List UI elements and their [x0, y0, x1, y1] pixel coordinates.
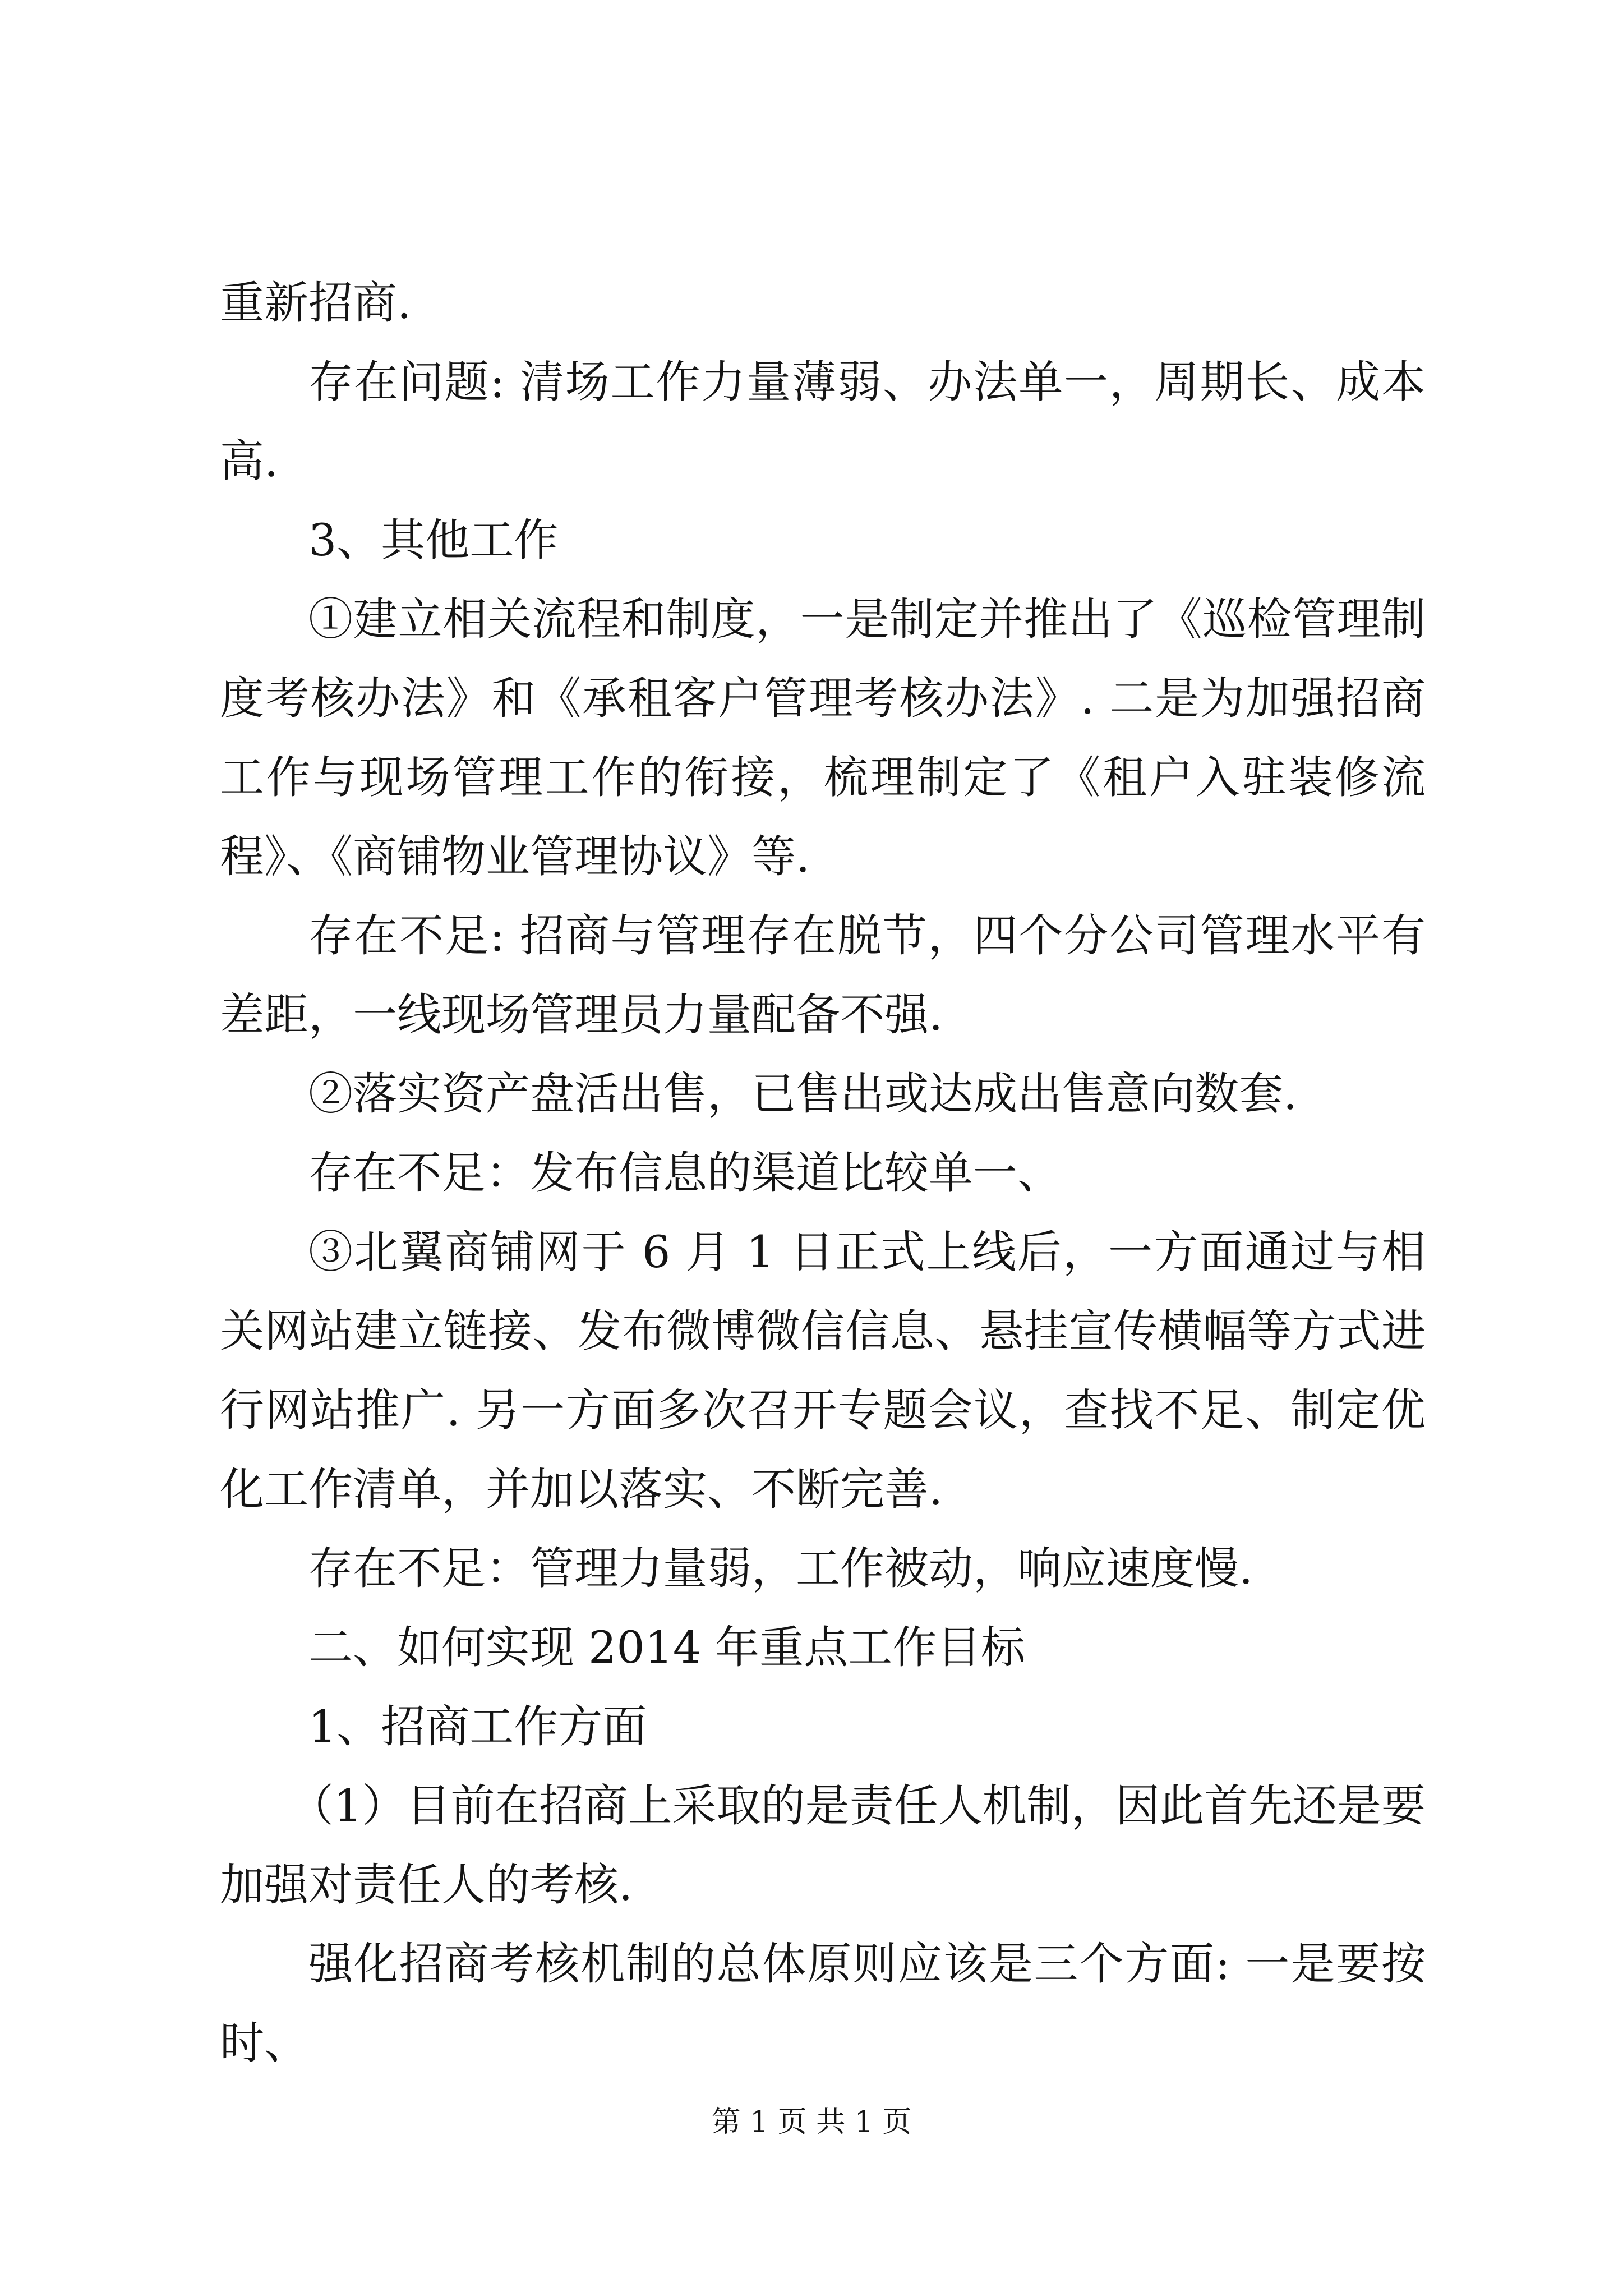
paragraph-9: 存在不足：管理力量弱，工作被动，响应速度慢.: [308, 1543, 1253, 1594]
page-footer: 第 1 页 共 1 页: [711, 2105, 912, 2139]
paragraph-3: 3、其他工作: [308, 514, 559, 566]
paragraph-13: 强化招商考核机制的总体原则应该是三个方面: 一是要按时、: [220, 1938, 1426, 2069]
paragraph-8: ③北翼商铺网于 6 月 1 日正式上线后，一方面通过与相关网站建立链接、发布微博微信信息、悬挂宣传横幅等方式进行网站推广. 另一方面多次召开专题会议，查找不足、制定优化工作清单，并加以落实、不断完善.: [220, 1226, 1426, 1515]
paragraph-6: ②落实资产盘活出售，已售出或达成出售意向数套.: [308, 1068, 1298, 1120]
paragraph-2: 存在问题: 清场工作力量薄弱、办法单一，周期长、成本高.: [220, 356, 1426, 487]
paragraph-12: （1）目前在招商上采取的是责任人机制，因此首先还是要加强对责任人的考核.: [220, 1780, 1426, 1911]
paragraph-10: 二、如何实现 2014 年重点工作目标: [308, 1622, 1026, 1673]
paragraph-5: 存在不足: 招商与管理存在脱节，四个分公司管理水平有差距，一线现场管理员力量配备不强.: [220, 910, 1426, 1041]
paragraph-7: 存在不足：发布信息的渠道比较单一、: [308, 1147, 1062, 1199]
paragraph-1: 重新招商.: [220, 277, 412, 329]
paragraph-11: 1、招商工作方面: [308, 1701, 647, 1752]
document-body: [220, 264, 1426, 2083]
paragraph-4: ①建立相关流程和制度，一是制定并推出了《巡检管理制度考核办法》和《承租客户管理考核办法》. 二是为加强招商工作与现场管理工作的衔接，梳理制定了《租户入驻装修流程》、《商铺物业管理协议》等.: [220, 593, 1426, 882]
